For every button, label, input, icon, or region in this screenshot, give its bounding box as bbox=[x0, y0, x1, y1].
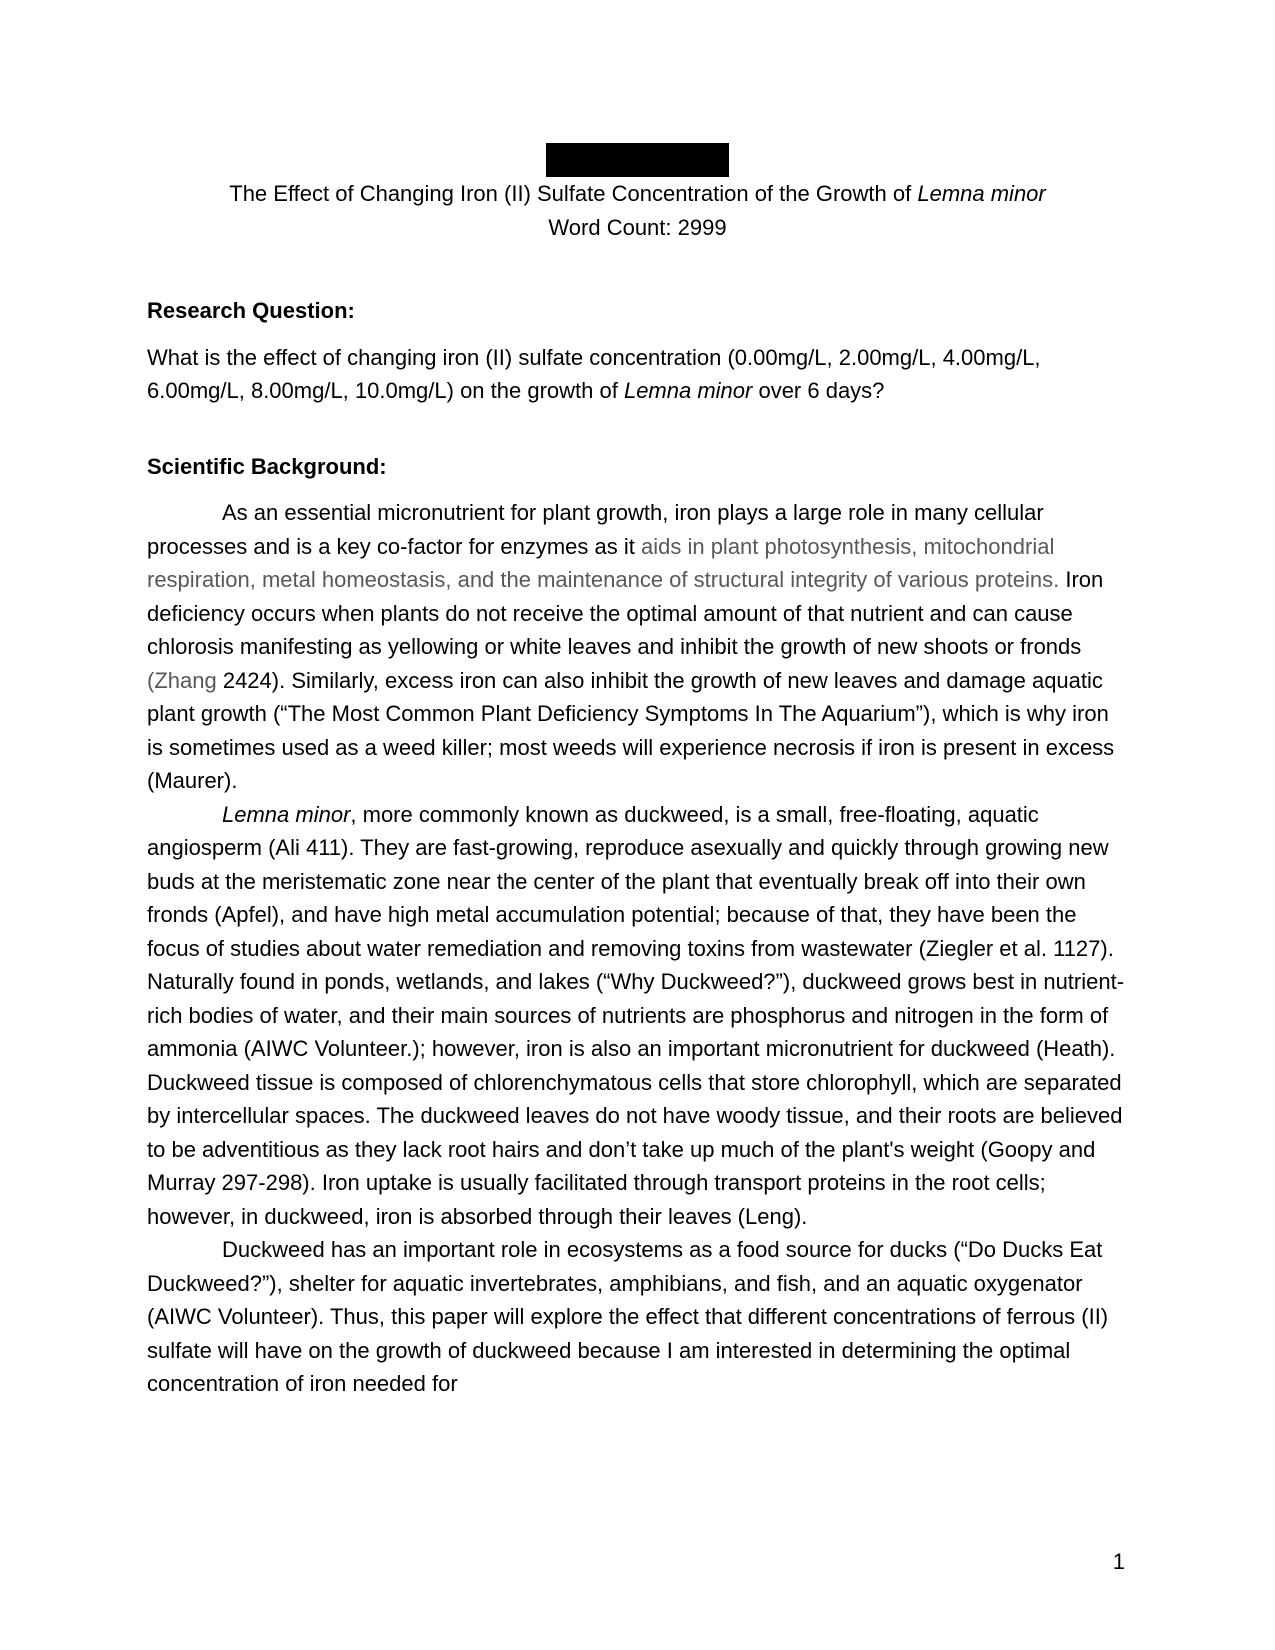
text-run: Duckweed has an important role in ecosystems as a food source for ducks (“Do Ducks Eat Duckweed?”), shelter for aquatic invertebrates, amphibians, and fish, and an aquatic oxygenator (AIWC Volunteer). Thus, this paper will explore the effect that different concentrations of ferrous (II) sulfate will have on the growth of duckweed because I am interested in determining the optimal concentration of iron needed for bbox=[147, 1237, 1109, 1396]
text-run: What is the effect of changing iron (II) sulfate concentration (0.00mg/L, 2.00mg/L, 4.00mg/L, 6.00mg/L, 8.00mg/L, 10.0mg/L) on the growth of bbox=[147, 344, 1041, 403]
body-paragraph bbox=[147, 1233, 1128, 1401]
italic-text-run: Lemna minor bbox=[623, 378, 753, 403]
body-paragraph bbox=[147, 341, 1128, 408]
document-title bbox=[0, 177, 1275, 211]
body-paragraph bbox=[147, 798, 1128, 1234]
page-number: 1 bbox=[1112, 1549, 1125, 1574]
muted-text-run: (Zhang bbox=[147, 667, 223, 693]
text-run: Iron deficiency occurs when plants do not receive the optimal amount of that nutrient and can cause chlorosis manifesting as yellowing or white leaves and inhibit the growth of new shoots or fronds bbox=[147, 567, 1104, 659]
section-heading: Research Question: bbox=[147, 298, 355, 323]
document-body bbox=[0, 294, 1275, 1401]
word-count: Word Count: 2999 bbox=[548, 214, 727, 240]
muted-text-run: aids in plant photosynthesis, mitochondrial respiration, metal homeostasis, and the maintenance of structural integrity of various proteins. bbox=[147, 533, 1060, 592]
text-run: , more commonly known as duckweed, is a small, free-floating, aquatic angiosperm (Ali 411). They are fast-growing, reproduce asexually and quickly through growing new buds at the meristematic zone near the center of the plant that eventually break off into their own fronds (Apfel), and have high metal accumulation potential; because of that, they have been the focus of studies about water remediation and removing toxins from wastewater (Ziegler et al. 1127). Naturally found in ponds, wetlands, and lakes (“Why Duckweed?”), duckweed grows best in nutrient-rich bodies of water, and their main sources of nutrients are phosphorus and nitrogen in the form of ammonia (AIWC Volunteer.); however, iron is also an important micronutrient for duckweed (Heath). Duckweed tissue is composed of chlorenchymatous cells that store chlorophyll, which are separated by intercellular spaces. The duckweed leaves do not have woody tissue, and their roots are believed to be adventitious as they lack root hairs and don’t take up much of the plant's weight (Goopy and Murray 297-298). Iron uptake is usually facilitated through transport proteins in the root cells; however, in duckweed, iron is absorbed through their leaves (Leng). bbox=[147, 801, 1125, 1229]
body-paragraph bbox=[147, 496, 1128, 798]
text-run: 2424). Similarly, excess iron can also inhibit the growth of new leaves and damage aquatic plant growth (“The Most Common Plant Deficiency Symptoms In The Aquarium”), which is why iron is sometimes used as a weed killer; most weeds will experience necrosis if iron is present in excess (Maurer). bbox=[147, 667, 1115, 793]
text-run: As an essential micronutrient for plant growth, iron plays a large role in many cellular processes and is a key co-factor for enzymes as it bbox=[147, 500, 1044, 559]
text-run: The Effect of Changing Iron (II) Sulfate Concentration of the Growth of bbox=[229, 181, 918, 206]
text-run: over 6 days? bbox=[752, 378, 885, 403]
section-heading: Scientific Background: bbox=[147, 453, 387, 479]
redacted-name-box bbox=[546, 143, 729, 177]
italic-text-run: Lemna minor bbox=[222, 801, 351, 827]
italic-text-run: Lemna minor bbox=[917, 181, 1046, 206]
